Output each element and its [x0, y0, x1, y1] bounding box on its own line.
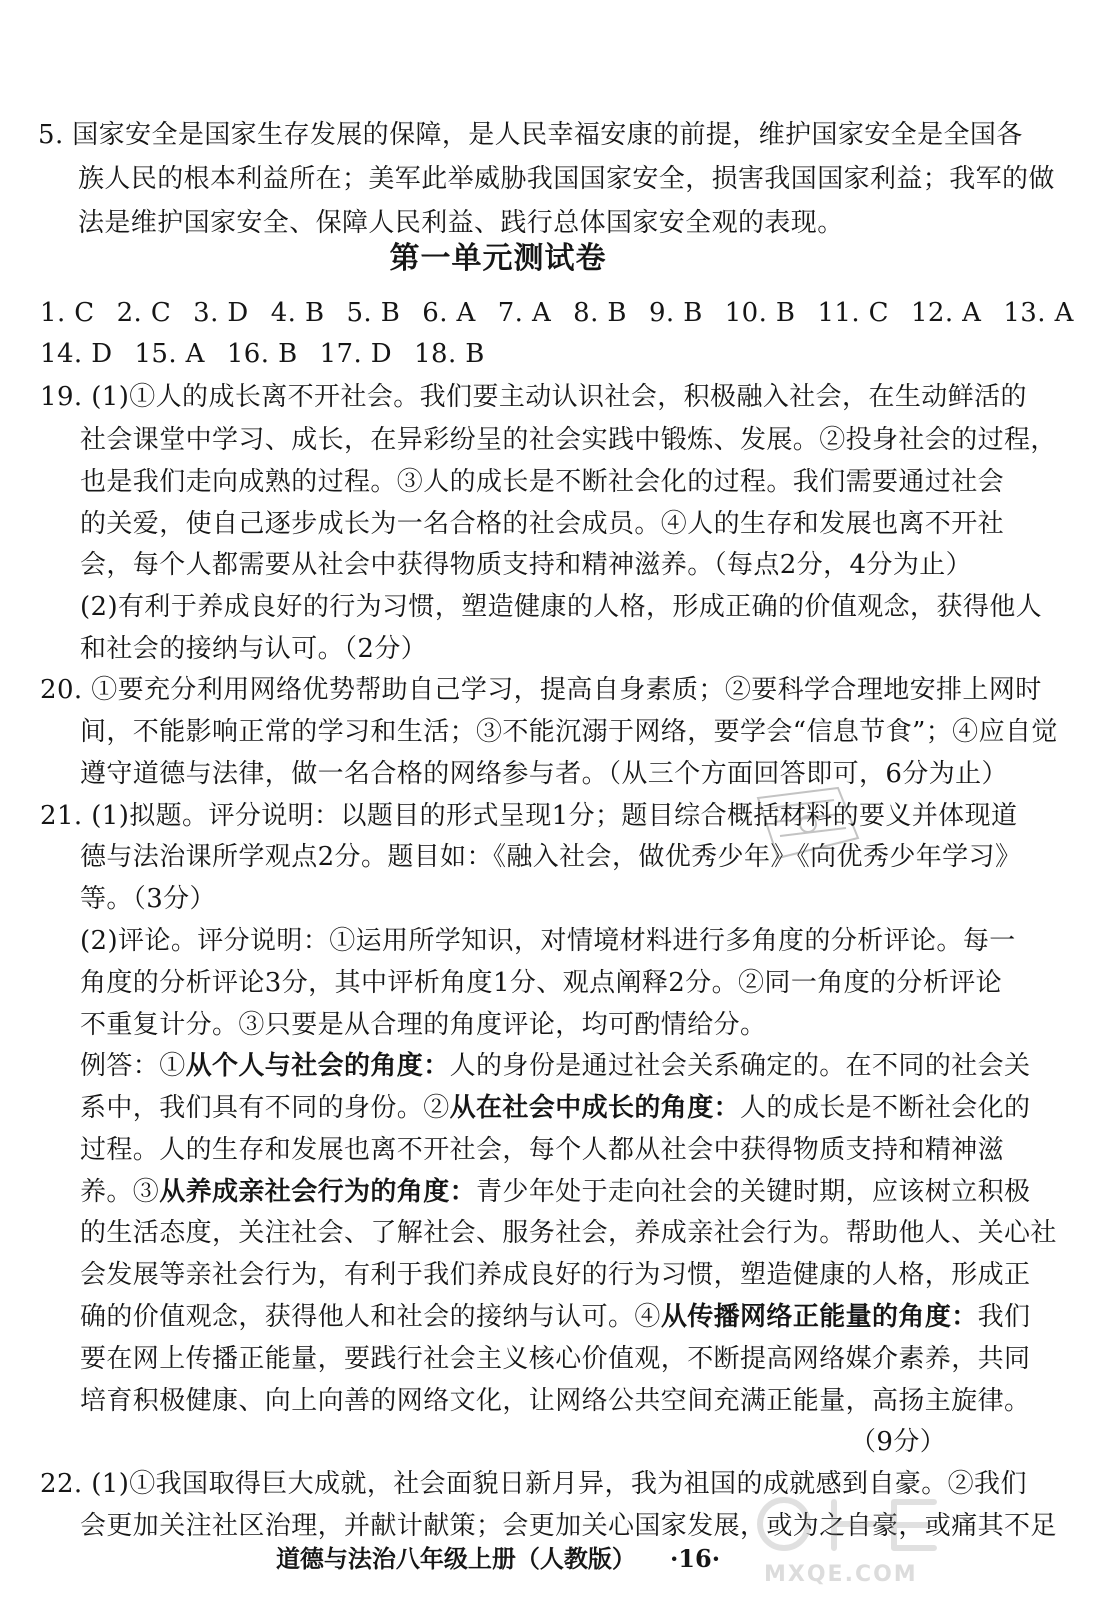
- q21-line-2: 德与法治课所学观点2分。题目如：《融入社会，做优秀少年》《向优秀少年学习》: [80, 842, 1022, 872]
- q20-line-3: 遵守道德与法律，做一名合格的网络参与者。（从三个方面回答即可，6分为止）: [80, 759, 1008, 789]
- example-text: 养。③: [80, 1177, 160, 1207]
- q19-line-2: 社会课堂中学习、成长，在异彩纷呈的社会实践中锻炼、发展。②投身社会的过程，: [80, 425, 1057, 455]
- answer-item: 6. A: [422, 298, 476, 328]
- q5-line-1: 5. 国家安全是国家生存发展的保障，是人民幸福安康的前提，维护国家安全是全国各: [38, 120, 1023, 150]
- q20-line-1: 20. ①要充分利用网络优势帮助自己学习，提高自身素质；②要科学合理地安排上网时: [40, 675, 1042, 705]
- answer-item: 17. D: [319, 339, 393, 369]
- answer-item: 13. A: [1003, 298, 1074, 328]
- page-number: ·16·: [669, 1544, 721, 1573]
- q21-example-line-9: 培育积极健康、向上向善的网络文化，让网络公共空间充满正能量，高扬主旋律。: [80, 1386, 1031, 1416]
- q21-part2-line-2: 角度的分析评论3分，其中评析角度1分、观点阐释2分。②同一角度的分析评论: [80, 968, 1003, 998]
- example-angle-heading: 从传播网络正能量的角度：: [660, 1302, 978, 1332]
- example-angle-heading: 从在社会中成长的角度：: [449, 1093, 741, 1123]
- q19-line-3: 也是我们走向成熟的过程。③人的成长是不断社会化的过程。我们需要通过社会: [80, 467, 1005, 497]
- answer-item: 16. B: [226, 339, 298, 369]
- book-title: 道德与法治八年级上册（人教版）: [275, 1544, 624, 1573]
- example-text: 我们: [977, 1302, 1031, 1332]
- answer-item: 11. C: [817, 298, 889, 328]
- answers-row-1: [40, 296, 1096, 330]
- answer-item: 15. A: [134, 339, 205, 369]
- answer-item: 9. B: [648, 298, 703, 328]
- q22-line-1: 22. (1)①我国取得巨大成就，社会面貌日新月异，我为祖国的成就感到自豪。②我们: [40, 1469, 1027, 1499]
- answer-item: 3. D: [193, 298, 249, 328]
- q19-line-4: 的关爱，使自己逐步成长为一名合格的社会成员。④人的生存和发展也离不开社: [80, 509, 1005, 539]
- answer-item: 7. A: [497, 298, 552, 328]
- q19-part2-line-2: 和社会的接纳与认可。（2分）: [80, 634, 428, 664]
- q21-example-line-5: 的生活态度，关注社会、了解社会、服务社会，养成亲社会行为。帮助他人、关心社: [80, 1218, 1057, 1248]
- answer-item: 18. B: [414, 339, 485, 369]
- answer-item: 1. C: [40, 298, 95, 328]
- answers-row-2: [40, 337, 507, 371]
- q22-line-2: 会更加关注社区治理，并献计献策；会更加关心国家发展，或为之自豪，或痛其不足: [80, 1511, 1057, 1541]
- q21-example-line-8: 要在网上传播正能量，要践行社会主义核心价值观，不断提高网络媒介素养，共同: [80, 1344, 1031, 1374]
- answer-item: 2. C: [116, 298, 172, 328]
- watermark-text: MXQE.COM: [764, 1562, 918, 1587]
- q21-example-line-3: 过程。人的生存和发展也离不开社会，每个人都从社会中获得物质支持和精神滋: [80, 1135, 1005, 1165]
- example-angle-heading: 从个人与社会的角度：: [185, 1051, 450, 1081]
- answer-item: 10. B: [724, 298, 796, 328]
- answer-item: 14. D: [40, 339, 113, 369]
- q21-example-line-4: [80, 1175, 1030, 1209]
- example-text: 人的身份是通过社会关系确定的。在不同的社会关: [449, 1051, 1031, 1081]
- answer-item: 5. B: [346, 298, 401, 328]
- q21-example-line-7: [80, 1300, 1030, 1334]
- page-footer: [0, 1543, 996, 1575]
- example-text: 例答：①: [80, 1051, 186, 1081]
- q21-part2-line-3: 不重复计分。③只要是从合理的角度评论，均可酌情给分。: [80, 1010, 767, 1040]
- q21-example-line-2: [80, 1091, 1030, 1125]
- q21-example-line-1: [80, 1049, 1030, 1083]
- q19-part2-line-1: (2)有利于养成良好的行为习惯，塑造健康的人格，形成正确的价值观念，获得他人: [80, 592, 1043, 622]
- answer-item: 12. A: [910, 298, 982, 328]
- example-text: 青少年处于走向社会的关键时期，应该树立积极: [476, 1177, 1031, 1207]
- q21-example-line-6: 会发展等亲社会行为，有利于我们养成良好的行为习惯，塑造健康的人格，形成正: [80, 1260, 1031, 1290]
- q5-line-3: 法是维护国家安全、保障人民利益、践行总体国家安全观的表现。: [78, 208, 844, 238]
- q19-line-5: 会，每个人都需要从社会中获得物质支持和精神滋养。（每点2分，4分为止）: [80, 550, 973, 580]
- answer-item: 4. B: [270, 298, 325, 328]
- example-text: 系中，我们具有不同的身份。②: [80, 1093, 450, 1123]
- section-title: 第一单元测试卷: [389, 241, 607, 276]
- example-text: 确的价值观念，获得他人和社会的接纳与认可。④: [80, 1302, 661, 1332]
- q5-line-2: 族人民的根本利益所在；美军此举威胁我国国家安全，损害我国国家利益；我军的做: [78, 164, 1055, 194]
- q21-line-1: 21. (1)拟题。评分说明：以题目的形式呈现1分；题目综合概括材料的要义并体现道: [40, 801, 1018, 831]
- example-text: 人的成长是不断社会化的: [740, 1093, 1031, 1123]
- q21-score: （9分）: [850, 1427, 947, 1457]
- q21-line-3: 等。（3分）: [80, 884, 216, 914]
- example-angle-heading: 从养成亲社会行为的角度：: [159, 1177, 477, 1207]
- answer-item: 8. B: [573, 298, 627, 328]
- q21-part2-line-1: (2)评论。评分说明：①运用所学知识，对情境材料进行多角度的分析评论。每一: [80, 926, 1016, 956]
- q19-line-1: 19. (1)①人的成长离不开社会。我们要主动认识社会，积极融入社会，在生动鲜活的: [40, 382, 1027, 412]
- q20-line-2: 间，不能影响正常的学习和生活；③不能沉溺于网络，要学会“信息节食”；④应自觉: [80, 717, 1058, 747]
